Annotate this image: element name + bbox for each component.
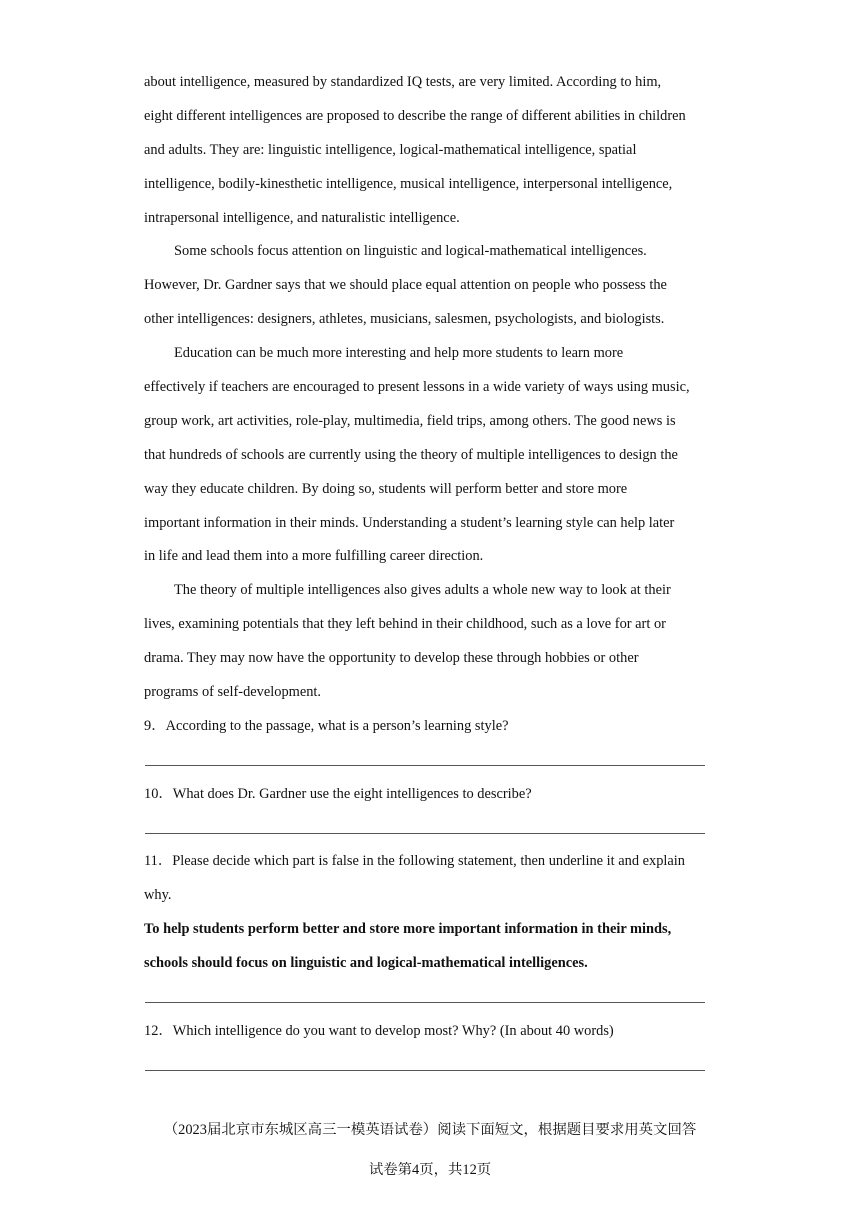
answer-line-10[interactable] [144, 812, 724, 846]
text-line: group work, art activities, role-play, multimedia, field trips, among others. The good news is [144, 412, 676, 429]
text-line: Education can be much more interesting and help more students to learn more [174, 345, 624, 362]
question-9: 9．According to the passage, what is a person’s learning style? [144, 717, 509, 734]
text-line: lives, examining potentials that they left behind in their childhood, such as a love for art or [144, 616, 666, 633]
text-line: Some schools focus attention on linguistic and logical-mathematical intelligences. [174, 243, 647, 260]
statement-line: schools should focus on linguistic and logical-mathematical intelligences. [144, 955, 588, 972]
text-line: effectively if teachers are encouraged to present lessons in a wide variety of ways using music, [144, 379, 690, 396]
text-line: about intelligence, measured by standardized IQ tests, are very limited. According to him, [144, 74, 662, 90]
answer-line-11[interactable] [144, 981, 724, 1015]
text-line: that hundreds of schools are currently using the theory of multiple intelligences to design the [144, 446, 678, 463]
question-11-continued: why. [144, 887, 172, 904]
text-line: way they educate children. By doing so, students will perform better and store more [144, 480, 628, 497]
text-line: in life and lead them into a more fulfilling career direction. [144, 548, 484, 565]
text-line: The theory of multiple intelligences also gives adults a whole new way to look at their [174, 582, 671, 599]
text-line: intelligence, bodily-kinesthetic intelligence, musical intelligence, interpersonal intelligence, [144, 175, 673, 192]
paragraph-2 [144, 235, 724, 337]
text-line: important information in their minds. Understanding a student’s learning style can help later [144, 514, 675, 531]
exam-content [144, 66, 724, 1083]
text-line: However, Dr. Gardner says that we should place equal attention on people who possess the [144, 277, 667, 294]
paragraph-1 [144, 66, 724, 235]
statement-line: To help students perform better and store more important information in their minds, [144, 921, 672, 938]
text-line: intrapersonal intelligence, and naturalistic intelligence. [144, 209, 460, 226]
text-line: programs of self-development. [144, 684, 322, 701]
question-11: 11．Please decide which part is false in the following statement, then underline it and explain [144, 853, 685, 870]
question-12: 12．Which intelligence do you want to develop most? Why? (In about 40 words) [144, 1022, 614, 1039]
answer-line-9[interactable] [144, 744, 724, 778]
answer-line-12[interactable] [144, 1049, 724, 1083]
text-line: drama. They may now have the opportunity to develop these through hobbies or other [144, 650, 639, 667]
paragraph-4 [144, 574, 724, 710]
paragraph-3 [144, 337, 724, 574]
source-note: （2023届北京市东城区高三一模英语试卷）阅读下面短文，根据题目要求用英文回答 [163, 1122, 697, 1138]
page-number: 试卷第4页，共12页 [368, 1162, 492, 1178]
text-line: eight different intelligences are proposed to describe the range of different abilities in children [144, 107, 686, 124]
question-10: 10．What does Dr. Gardner use the eight intelligences to describe? [144, 785, 532, 802]
text-line: and adults. They are: linguistic intelligence, logical-mathematical intelligence, spatial [144, 141, 637, 158]
text-line: other intelligences: designers, athletes, musicians, salesmen, psychologists, and biologists. [144, 311, 665, 328]
